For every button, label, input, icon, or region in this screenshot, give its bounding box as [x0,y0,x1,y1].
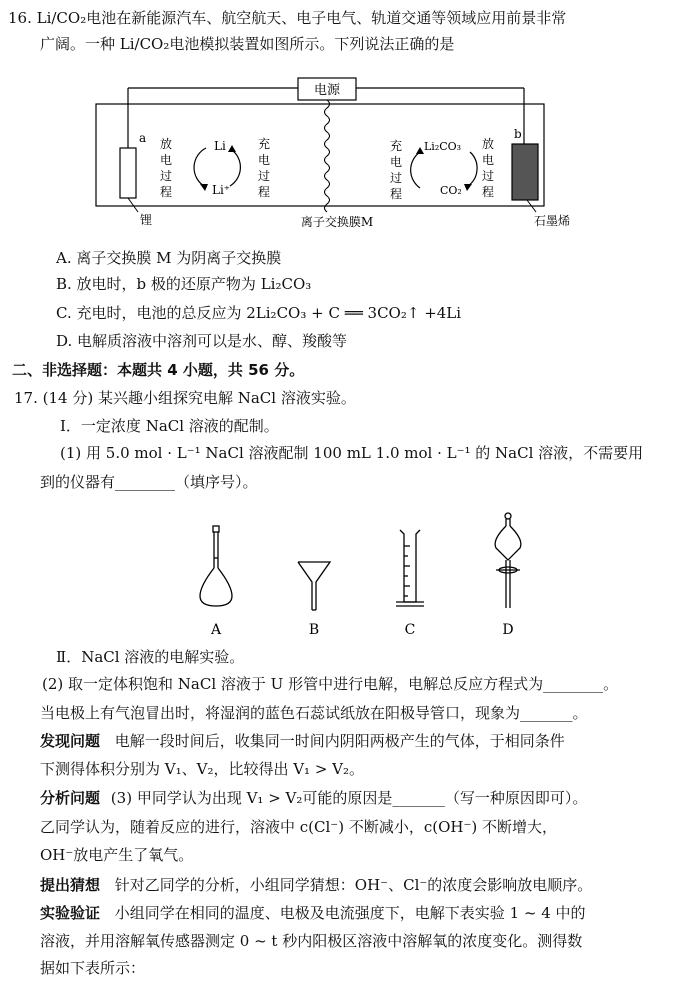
graphene-label: 石墨烯 [534,214,571,228]
analyze-title: 分析问题 [40,789,101,807]
left-discharge-label: 放电过程 [160,137,173,199]
li-ion-label: Li⁺ [212,183,231,197]
q17-q2-line2: 当电极上有气泡冒出时，将湿润的蓝色石蕊试纸放在阳极导管口，现象为_______。 [40,704,588,722]
right-charge-label: 充电过程 [390,139,403,201]
discover-text1: 电解一段时间后，收集同一时间内阴阳两极产生的气体，于相同条件 [114,732,565,750]
analyze-line3: OH⁻放电产生了氧气。 [40,846,194,864]
graphene-electrode [512,144,538,200]
volumetric-flask [200,526,232,606]
power-label: 电源 [313,83,341,98]
verify-line3: 据如下表所示： [40,959,146,977]
q16-option-d: D. 电解质溶液中溶剂可以是水、醇、羧酸等 [56,332,348,350]
discover-title: 发现问题 [40,732,101,750]
q16-line2: 广阔。一种 Li/CO₂电池模拟装置如图所示。下列说法正确的是 [40,35,455,53]
verify-line2: 溶液，并用溶解氧传感器测定 0 ~ t 秒内阳极区溶液中溶解氧的浓度变化。测得数 [40,932,583,950]
q17-head: 17. (14 分) 某兴趣小组探究电解 NaCl 溶液实验。 [14,389,356,407]
li2co3-label: Li₂CO₃ [424,140,462,153]
co2-label: CO₂ [440,184,462,197]
right-cycle-arrow-up [468,152,477,186]
q16-line1: 16. Li/CO₂电池在新能源汽车、航空航天、电子电气、轨道交通等领域应用前景非常 [8,9,567,27]
q17-q1-line1: (1) 用 5.0 mol · L⁻¹ NaCl 溶液配制 100 mL 1.0 mol · L⁻¹ 的 NaCl 溶液，不需要用 [60,444,644,462]
left-charge-label: 充电过程 [258,137,271,199]
verify-title: 实验验证 [40,904,101,922]
lithium-electrode [120,148,136,198]
left-cycle-arrow-up [230,150,240,186]
cell-diagram [0,70,693,230]
graduated-cylinder [396,530,424,606]
analyze-line2: 乙同学认为，随着反应的进行，溶液中 c(Cl⁻) 不断减小，c(OH⁻) 不断增大， [40,818,558,836]
lithium-label: 锂 [140,213,153,227]
q17-part2: Ⅱ．NaCl 溶液的电解实验。 [56,648,245,666]
electrode-a-label: a [139,131,147,145]
discover-line1 [40,731,565,751]
li-label: Li [214,139,226,153]
guess-line [40,875,592,895]
discover-line2: 下测得体积分别为 V₁、V₂，比较得出 V₁ > V₂。 [40,760,365,778]
verify-text1: 小组同学在相同的温度、电极及电流强度下，电解下表实验 1 ~ 4 中的 [114,904,586,922]
right-discharge-label: 放电过程 [482,137,495,199]
q16-option-c: C. 充电时，电池的总反应为 2Li₂CO₃ + C ══ 3CO₂↑ +4Li [56,304,462,322]
left-cycle-arrow-down [194,148,206,186]
analyze-line1 [40,788,587,808]
q17-q1-line2: 到的仪器有________（填序号）。 [40,473,258,491]
apparatus-label-a: A [210,622,222,638]
apparatus-label-d: D [502,622,514,638]
q17-q2-line1: (2) 取一定体积饱和 NaCl 溶液于 U 形管中进行电解，电解总反应方程式为________。 [42,675,619,693]
right-cycle-arrow-down [411,152,420,188]
membrane-label: 离子交换膜M [300,215,374,229]
q17-part1: Ⅰ．一定浓度 NaCl 溶液的配制。 [60,417,279,435]
guess-text: 针对乙同学的分析，小组同学猜想：OH⁻、Cl⁻的浓度会影响放电顺序。 [114,876,593,894]
guess-title: 提出猜想 [40,876,101,894]
q16-option-a: A. 离子交换膜 M 为阴离子交换膜 [56,249,282,267]
electrode-b-label: b [514,127,522,141]
verify-line1 [40,903,586,923]
apparatus-label-c: C [404,622,416,638]
ion-exchange-membrane [325,100,330,212]
apparatus-label-b: B [308,622,320,638]
apparatus-figure [0,510,693,640]
q16-option-b: B. 放电时，b 极的还原产物为 Li₂CO₃ [56,275,312,293]
section-2-heading: 二、非选择题：本题共 4 小题，共 56 分。 [12,361,305,379]
separatory-funnel [495,513,521,608]
analyze-text1: (3) 甲同学认为出现 V₁ > V₂可能的原因是_______（写一种原因即可）。 [110,789,588,807]
funnel [298,562,330,610]
